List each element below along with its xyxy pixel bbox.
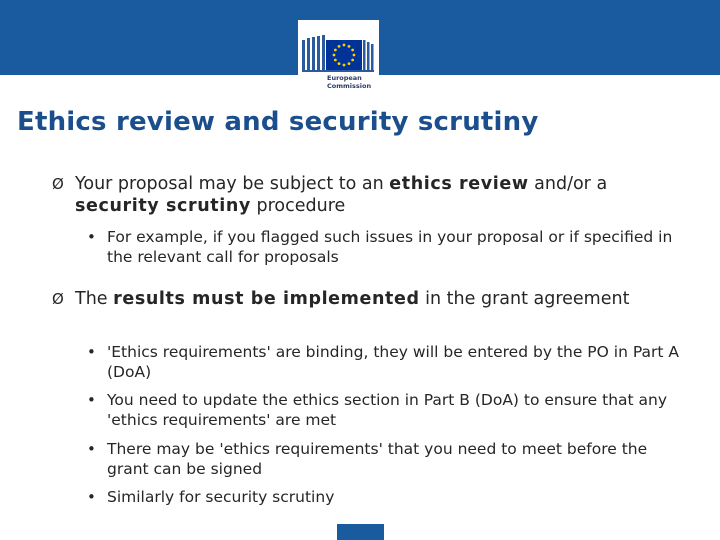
bullet-1-bold-2: security scrutiny [75,196,251,216]
bullet-1-text [75,173,695,217]
arrow-bullet-icon: Ø [52,290,64,308]
sub-bullet-text: You need to update the ethics section in Part B (DoA) to ensure that any 'ethics requirements' are met [107,391,668,429]
dot-bullet-icon: • [87,343,96,361]
logo-line-2: Commission [327,82,372,90]
footer-bar [337,524,384,540]
bullet-2-text [75,288,695,310]
sub-bullet-text: 'Ethics requirements' are binding, they will be entered by the PO in Part A (DoA) [107,343,679,381]
bullet-1-pre: Your proposal may be subject to an [75,174,390,194]
dot-bullet-icon: • [87,391,96,409]
bullet-2-post: in the grant agreement [419,289,630,309]
page-title: Ethics review and security scrutiny [17,107,539,137]
dot-bullet-icon: • [87,488,96,506]
sub-bullet-text: For example, if you flagged such issues in your proposal or if specified in the relevant call for proposals [107,228,673,266]
bullet-1-bold-1: ethics review [389,174,529,194]
bullet-1-post: procedure [250,196,346,216]
sub-bullet-text: There may be 'ethics requirements' that you need to meet before the grant can be signed [107,440,648,478]
bullet-2-pre: The [75,289,114,309]
logo-line-1: European [327,74,362,82]
sub-bullet-text: Similarly for security scrutiny [107,488,335,506]
bullet-2-bold-1: results must be implemented [113,289,420,309]
bullet-1-mid: and/or a [528,174,608,194]
dot-bullet-icon: • [87,228,96,246]
arrow-bullet-icon: Ø [52,175,64,193]
dot-bullet-icon: • [87,440,96,458]
